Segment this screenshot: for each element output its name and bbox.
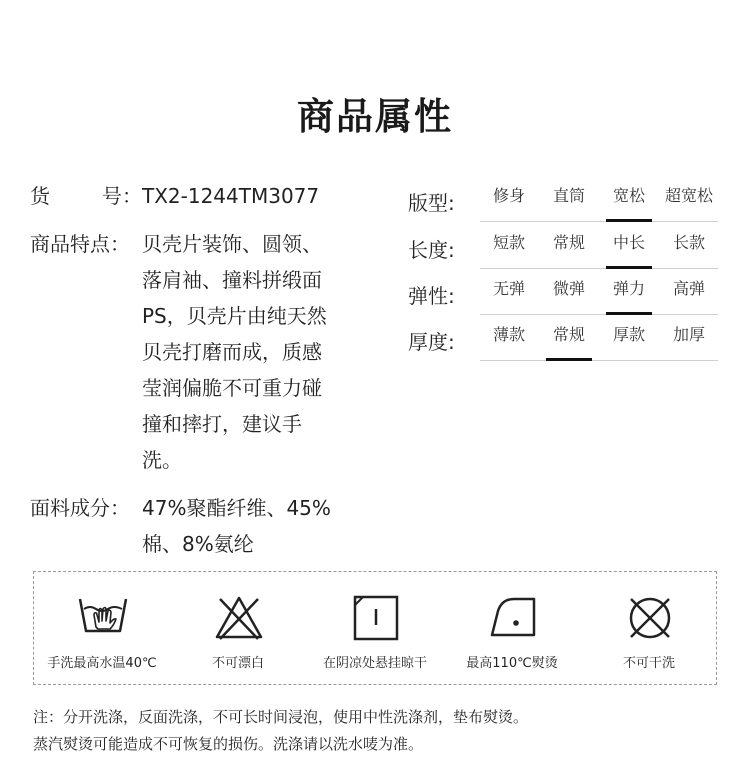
attr-row-thickness — [408, 320, 718, 360]
spec-label-item-number — [30, 178, 142, 214]
attr-option: 常规 — [552, 233, 585, 252]
attr-option: 短款 — [492, 233, 525, 252]
attr-label: 厚度: — [408, 330, 455, 354]
attr-row-elasticity — [408, 274, 718, 314]
care-item-shade-dry — [307, 572, 443, 684]
spec-value-fabric — [142, 490, 352, 562]
page-title: 商品属性 — [297, 95, 453, 138]
spec-label-fabric: 面料成分： — [30, 496, 130, 520]
attr-option: 高弹 — [672, 279, 705, 298]
attr-option: 超宽松 — [664, 186, 713, 205]
attr-options — [480, 320, 718, 361]
features-line: 贝壳片装饰、圆领、 — [142, 232, 322, 256]
attr-option-selected: 宽松 — [600, 181, 658, 221]
no-dry-clean-icon — [625, 595, 675, 641]
attr-option: 微弹 — [552, 279, 585, 298]
care-note: 注：分开洗涤，反面洗涤，不可长时间浸泡，使用中性洗涤剂，垫布熨烫。 — [33, 708, 529, 726]
attr-options — [480, 181, 718, 222]
care-label: 不可漂白 — [211, 656, 264, 671]
features-line: 莹润偏脆不可重力碰 — [142, 376, 322, 400]
attr-row-fit — [408, 181, 718, 221]
care-label: 手洗最高水温40℃ — [47, 656, 157, 671]
attr-option: 长款 — [672, 233, 705, 252]
care-instructions — [33, 571, 717, 685]
attr-option: 薄款 — [492, 325, 525, 344]
attr-label: 长度: — [408, 238, 455, 262]
spec-label-part: 货 — [30, 184, 50, 208]
no-bleach-icon — [214, 595, 264, 641]
fabric-line: 47%聚酯纤维、45% — [142, 496, 331, 520]
attr-label: 弹性: — [408, 284, 455, 308]
fabric-line: 棉、8%氨纶 — [142, 532, 254, 556]
hand-wash-icon — [78, 595, 128, 641]
iron-max-110-icon — [488, 595, 538, 641]
attr-option-selected: 弹力 — [600, 274, 658, 314]
spec-value-item-number: TX2-1244TM3077 — [142, 184, 320, 208]
attr-option-selected: 常规 — [540, 320, 598, 360]
spec-label-features: 商品特点： — [30, 232, 130, 256]
attr-option: 无弹 — [492, 279, 525, 298]
attr-label: 版型: — [408, 191, 455, 215]
care-item-no-dry-clean — [581, 572, 717, 684]
features-line: 落肩袖、撞料拼缎面 — [142, 268, 322, 292]
attr-option: 修身 — [492, 186, 525, 205]
attr-options — [480, 274, 718, 315]
care-note: 蒸汽熨烫可能造成不可恢复的损伤。洗涤请以洗水唛为准。 — [33, 735, 424, 753]
features-line: PS，贝壳片由纯天然 — [142, 304, 327, 328]
attr-option: 直筒 — [552, 186, 585, 205]
attr-option-selected: 中长 — [600, 228, 658, 268]
care-item-no-bleach — [170, 572, 306, 684]
spec-label-part: 号： — [102, 184, 142, 208]
features-line: 撞和摔打，建议手 — [142, 412, 302, 436]
spec-value-features — [142, 226, 352, 478]
shade-line-dry-icon — [351, 595, 401, 641]
attr-option: 厚款 — [612, 325, 645, 344]
attr-options — [480, 228, 718, 269]
care-label: 最高110℃熨烫 — [466, 656, 558, 671]
attr-option: 加厚 — [672, 325, 705, 344]
care-item-hand-wash — [34, 572, 170, 684]
features-line: 贝壳打磨而成，质感 — [142, 340, 322, 364]
care-label: 在阴凉处悬挂晾干 — [322, 656, 427, 671]
care-item-iron — [444, 572, 580, 684]
attr-row-length — [408, 228, 718, 268]
care-label: 不可干洗 — [622, 656, 675, 671]
features-line: 洗。 — [142, 448, 182, 472]
